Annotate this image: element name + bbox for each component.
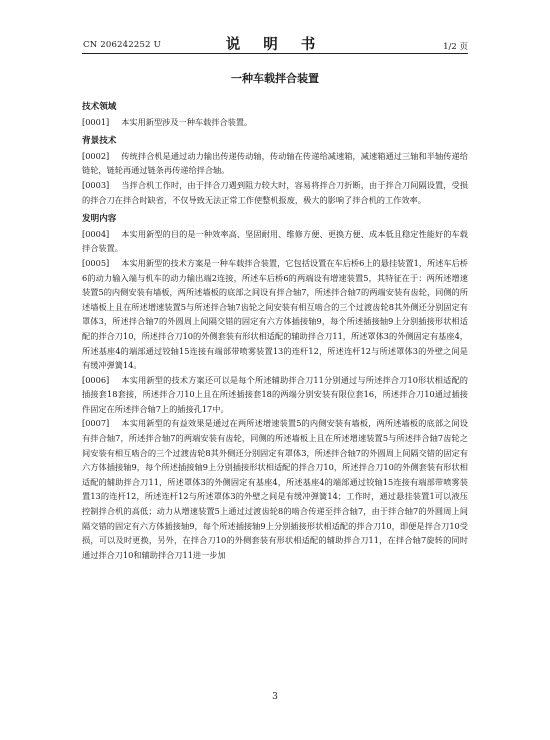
paragraph-text: 本实用新型涉及一种车载拌合装置。 [121, 116, 253, 127]
paragraph-number: [0007] [82, 418, 110, 429]
patent-number: CN 206242252 U [83, 40, 161, 50]
section-heading: 技术领域 [82, 102, 117, 112]
paragraph-number: [0005] [82, 257, 110, 268]
paragraph-number: [0002] [82, 150, 110, 161]
paragraph [82, 373, 468, 417]
paragraph [82, 178, 468, 207]
section-heading: 背景技术 [82, 136, 117, 147]
page-indicator: 1/2 页 [443, 42, 468, 52]
paragraph [82, 149, 468, 178]
paragraph [82, 256, 468, 373]
paragraph-number: [0001] [82, 116, 110, 127]
paragraph-number: [0004] [82, 228, 110, 239]
header-divider [82, 53, 468, 54]
paragraph-text: 本实用新型的技术方案还可以是每个所述辅助拌合刀11分别通过与所述拌合刀10形状相适配的插接套18套接，所述拌合刀10上且在所述插接套18的两端分别安装有限位套16，所述拌合刀10通过插接件固定在所述拌合轴7上的插接孔17中。 [82, 374, 468, 414]
paragraph-text: 当拌合机工作时，由于拌合刀遇到阻力较大时，容易将拌合刀折断，由于拌合刀间隔设置，受损的拌合刀在拌合时缺省，不仅导致无法正常工作使整机报废，极大的影响了拌合机的工作效率。 [82, 179, 468, 205]
paragraph-number: [0003] [82, 179, 110, 190]
paragraph [82, 416, 468, 562]
paragraph-text: 本实用新型的目的是一种效率高、坚固耐用、维修方便、更换方便、成本低且稳定性能好的车载拌合装置。 [82, 228, 468, 254]
paragraph-text: 本实用新型的有益效果是通过在两所述增速装置5的内侧安装有墙板，两所述墙板的底部之间设有拌合轴7，所述拌合轴7的两端安装有齿轮，同侧的所述墙板上且在所述增速装置5与所述拌合轴7齿轮之间安装有相互啮合的三个过渡齿轮8其外侧还分别固定有罩体3，所述拌合轴7的外圆周上间隔交错的固定有六方体插接轴9，每个所述插接轴9上分别插接形状相适配的拌合刀10，所述拌合刀10的外侧套装有形状相适配的辅助拌合刀11，所述罩体3的外侧固定有基座4，所述基座4的端部通过铰轴15连接有端部带喷雾装置13的连杆12，所述连杆12与所述罩体3的外壁之间是有缓冲弹簧14；工作时，通过悬挂装置1可以液压控制拌合机的高低；动力从增速装置5上通过过渡齿轮8的啮合传递至拌合轴7，由于拌合轴7的外圆周上间隔交错的固定有六方体插接轴9，每个所述插接轴9上分别插接形状相适配的拌合刀10，即便是拌合刀10受损，可以及时更换，另外，在拌合刀10的外侧套装有形状相适配的辅助拌合刀11，在拌合轴7旋转的同时通过拌合刀10和辅助拌合刀11进一步加 [82, 418, 468, 560]
page-number: 3 [272, 692, 278, 702]
paragraph-number: [0006] [82, 374, 110, 385]
paragraph-text: 本实用新型的技术方案是一种车载拌合装置，它包括设置在车后桥6上的悬挂装置1，所述车后桥6的动力输入端与机车的动力输出端2连接，所述车后桥6的两端设有增速装置5，其特征在于：两所述增速装置5的内侧安装有墙板，两所述墙板的底部之间设有拌合轴7，所述拌合轴7的两端安装有齿轮，同侧的所述墙板上且在所述增速装置5与所述拌合轴7齿轮之间安装有相互啮合的三个过渡齿轮8其外侧还分别固定有罩体3，所述拌合轴7的外圆周上间隔交错的固定有六方体插接轴9，每个所述插接轴9上分别插接形状相适配的拌合刀10，所述拌合刀10的外侧套装有形状相适配的辅助拌合刀11，所述罩体3的外侧固定有基座4，所述基座4的端部通过铰轴15连接有端部带喷雾装置13的连杆12，所述连杆12与所述罩体3的外壁之间是有缓冲弹簧14。 [82, 257, 468, 371]
paragraph-text: 传统拌合机是通过动力输出传递传动轴，传动轴在传递给减速箱，减速箱通过三轴和半轴传递给链轮，链轮再通过链条再传递给拌合轴。 [82, 150, 468, 176]
document-body [82, 100, 468, 562]
section-heading: 发明内容 [82, 214, 117, 225]
paragraph [82, 115, 468, 130]
document-type-heading: 说 明 书 [225, 36, 325, 53]
paragraph [82, 227, 468, 256]
document-title: 一种车载拌合装置 [231, 72, 319, 85]
